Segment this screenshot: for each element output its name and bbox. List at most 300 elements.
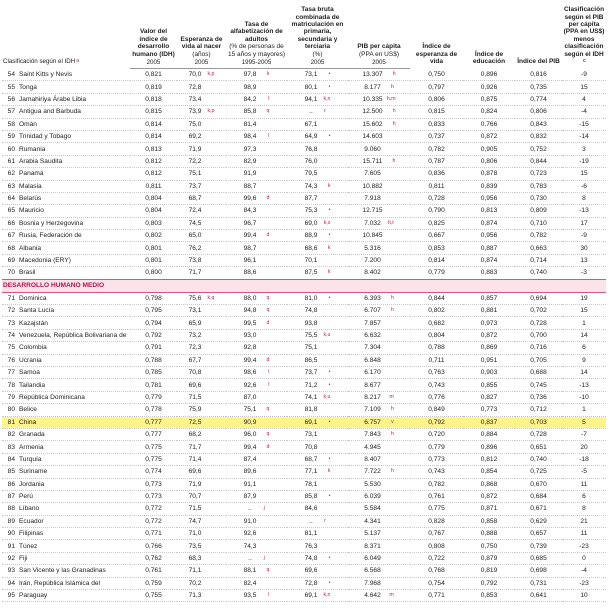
table-row <box>2 528 606 540</box>
cl-cell-value: 15 <box>580 307 588 315</box>
pib-cell <box>348 540 410 552</box>
ip-cell <box>515 267 562 279</box>
ied-cell <box>463 217 515 229</box>
mat-cell <box>287 379 348 391</box>
esp-cell <box>177 540 226 552</box>
country-name: Perú <box>19 493 33 501</box>
esp-cell-value: 70,0 <box>188 71 202 79</box>
table-row <box>2 342 606 354</box>
cl-cell <box>562 490 606 502</box>
pib-cell-footnote: h <box>390 294 394 301</box>
alf-cell <box>226 205 287 217</box>
table-row <box>2 69 606 81</box>
pib-cell <box>348 490 410 502</box>
ie-cell <box>410 130 463 142</box>
pib-cell-footnote: h <box>390 83 394 90</box>
ied-cell <box>463 180 515 192</box>
country-name: Bosnia y Herzegovina <box>19 219 84 227</box>
cl-cell-value: 14 <box>580 332 588 339</box>
alf-cell <box>226 404 287 416</box>
ip-cell <box>515 354 562 366</box>
ied-cell-value: 0,883 <box>480 269 498 277</box>
mat-cell-footnote: r <box>324 517 326 524</box>
ip-cell-value: 0,663 <box>530 244 547 252</box>
mat-cell <box>287 81 348 93</box>
pib-year: 2005 <box>348 58 410 69</box>
idh-cell <box>130 242 177 254</box>
mat-cell-value: 78,1 <box>304 480 318 488</box>
cl-cell-value: -23 <box>579 542 589 550</box>
mat-cell-value: 69,1 <box>304 592 318 600</box>
ip-cell-value: 0,694 <box>530 294 547 302</box>
pib-cell <box>348 379 410 391</box>
esp-cell-value: 73,5 <box>188 542 202 550</box>
ip-cell-value: 0,730 <box>530 195 547 203</box>
pib-cell <box>348 441 410 453</box>
pib-cell <box>348 552 410 564</box>
ip-cell <box>515 515 562 527</box>
ie-cell <box>410 168 463 180</box>
pib-cell-value: 7.304 <box>364 344 381 352</box>
table-row <box>2 305 606 317</box>
ip-cell <box>515 441 562 453</box>
idh-cell-value: 0,779 <box>145 393 162 401</box>
ip-cell-value: 0,809 <box>530 207 547 215</box>
idh-cell <box>130 143 177 155</box>
ie-cell-value: 0,808 <box>428 542 445 550</box>
alf-cell <box>226 106 287 118</box>
pib-cell-value: 5.316 <box>364 244 381 252</box>
ied-cell <box>463 292 515 304</box>
rank-value: 77 <box>7 369 15 377</box>
mat-cell-value: 75,1 <box>304 344 318 352</box>
ip-cell-value: 0,740 <box>530 455 547 463</box>
ip-cell-value: 0,745 <box>530 381 547 389</box>
cl-cell <box>562 466 606 478</box>
cl-cell-value: 8 <box>582 505 586 513</box>
mat-cell-value: 68,7 <box>304 455 318 463</box>
esp-cell-value: 71,5 <box>188 505 202 513</box>
table-row <box>2 93 606 105</box>
mat-cell <box>287 155 348 167</box>
alf-cell-value: 88,1 <box>243 567 257 575</box>
ied-cell <box>463 155 515 167</box>
ied-cell-value: 0,871 <box>480 505 498 513</box>
ie-cell <box>410 267 463 279</box>
esp-cell-value: 73,4 <box>188 95 202 103</box>
country-cell <box>2 503 130 515</box>
esp-cell <box>177 305 226 317</box>
country-name: Ecuador <box>19 517 44 525</box>
cl-cell-value: 30 <box>580 244 588 252</box>
idh-cell <box>130 490 177 502</box>
ip-cell-value: 0,832 <box>530 133 547 141</box>
esp-cell <box>177 478 226 490</box>
esp-cell-value: 70,7 <box>188 493 202 501</box>
ied-cell <box>463 342 515 354</box>
esp-cell <box>177 490 226 502</box>
pib-cell <box>348 428 410 440</box>
alf-cell-value: 82,4 <box>243 579 257 587</box>
country-cell <box>2 466 130 478</box>
idh-cell-value: 0,812 <box>145 170 162 178</box>
ie-cell <box>410 528 463 540</box>
idh-column-header <box>130 0 177 58</box>
ip-cell <box>515 540 562 552</box>
ie-cell-value: 0,728 <box>428 195 445 203</box>
country-cell <box>2 577 130 589</box>
country-name: República Dominicana <box>19 393 85 401</box>
esp-cell-footnote: k,p <box>207 108 215 115</box>
ie-cell <box>410 329 463 341</box>
ied-cell-value: 0,887 <box>480 244 498 252</box>
esp-cell <box>177 552 226 564</box>
esp-cell <box>177 503 226 515</box>
ied-cell-value: 0,896 <box>480 443 498 451</box>
esp-cell <box>177 441 226 453</box>
pib-cell-value: 6.632 <box>364 332 381 339</box>
rank-value: 59 <box>7 133 15 141</box>
ie-cell-value: 0,853 <box>428 244 445 252</box>
alf-cell <box>226 515 287 527</box>
alf-cell-footnote: q <box>266 307 270 314</box>
ip-cell-value: 0,716 <box>530 344 547 352</box>
pib-cell <box>348 577 410 589</box>
table-row <box>2 230 606 242</box>
alf-cell-value: 93,0 <box>243 332 257 339</box>
pib-cell <box>348 404 410 416</box>
cl-cell <box>562 441 606 453</box>
idh-cell <box>130 342 177 354</box>
mat-cell-value: 81,8 <box>304 406 318 414</box>
country-cell <box>2 242 130 254</box>
alf-cell-value: .. <box>248 505 252 513</box>
ie-cell <box>410 540 463 552</box>
ip-cell <box>515 577 562 589</box>
ied-cell-value: 0,951 <box>480 356 498 364</box>
ie-cell-value: 0,761 <box>428 493 445 501</box>
ied-cell <box>463 81 515 93</box>
ie-cell-value: 0,667 <box>428 232 445 240</box>
ie-cell-value: 0,763 <box>428 369 445 377</box>
ied-cell-value: 0,868 <box>480 480 498 488</box>
alf-cell-value: 99,5 <box>243 319 257 327</box>
esp-cell-value: 73,9 <box>188 108 202 116</box>
pib-cell-footnote: h <box>390 431 394 438</box>
ip-cell-value: 0,735 <box>530 83 547 91</box>
pib-header-text: PIB per cápita <box>357 43 401 51</box>
ip-cell <box>515 329 562 341</box>
cl-cell-value: 4 <box>582 95 586 103</box>
mat-cell <box>287 118 348 130</box>
ie-cell-value: 0,804 <box>428 332 445 339</box>
cl-cell-value: -13 <box>579 207 589 215</box>
alf-cell-value: 98,4 <box>243 133 257 141</box>
alf-cell-footnote: l <box>268 369 270 376</box>
ie-cell-value: 0,775 <box>428 505 445 513</box>
ied-cell-value: 0,766 <box>480 120 498 128</box>
ied-cell-value: 0,874 <box>480 219 498 227</box>
esp-cell-value: 72,8 <box>188 83 202 91</box>
cl-cell <box>562 93 606 105</box>
rank-column-header <box>2 0 130 69</box>
ied-cell-value: 0,855 <box>480 381 498 389</box>
alf-year: 1995-2005 <box>226 58 287 69</box>
ie-cell <box>410 515 463 527</box>
ied-cell <box>463 366 515 378</box>
mat-cell-value: 81,1 <box>304 530 318 538</box>
pib-header-unit: (PPA en US$) <box>359 50 399 58</box>
alf-cell <box>226 490 287 502</box>
pib-cell-value: 10.882 <box>362 182 383 190</box>
esp-cell-value: 71,4 <box>188 455 202 463</box>
table-row <box>2 466 606 478</box>
ie-cell <box>410 217 463 229</box>
mat-cell-footnote: k,s <box>323 219 331 226</box>
country-cell <box>2 379 130 391</box>
pib-cell-value: 7.968 <box>364 579 381 587</box>
esp-cell <box>177 192 226 204</box>
mat-cell-value: 84,6 <box>304 505 318 513</box>
pib-cell <box>348 242 410 254</box>
mat-cell <box>287 416 348 428</box>
cl-cell-value: -5 <box>581 468 587 476</box>
esp-cell <box>177 342 226 354</box>
ied-cell <box>463 416 515 428</box>
ip-cell <box>515 118 562 130</box>
alf-cell <box>226 118 287 130</box>
country-name: Paraguay <box>19 592 48 600</box>
mat-cell-value: 79,5 <box>304 170 318 178</box>
cl-cell <box>562 329 606 341</box>
idh-cell-value: 0,804 <box>145 195 162 203</box>
mat-cell <box>287 205 348 217</box>
esp-cell-value: 65,0 <box>188 232 202 240</box>
ip-cell <box>515 466 562 478</box>
alf-header-text: Tasa de alfabetización de adultos <box>230 20 283 43</box>
alf-header-unit: (% de personas de 15 años y mayores) <box>227 43 286 58</box>
ied-cell <box>463 230 515 242</box>
esp-cell-value: 73,1 <box>188 307 202 315</box>
ie-cell <box>410 292 463 304</box>
mat-cell-value: 77,1 <box>304 468 318 476</box>
country-cell <box>2 317 130 329</box>
ip-cell-value: 0,728 <box>530 319 547 327</box>
country-name: Jamahiriya Árabe Libia <box>19 95 87 103</box>
cl-cell-value: -23 <box>579 579 589 587</box>
mat-cell <box>287 329 348 341</box>
alf-cell <box>226 590 287 602</box>
esp-cell-value: 75,9 <box>188 406 202 414</box>
idh-cell-value: 0,792 <box>145 332 162 339</box>
alf-cell-value: 88,7 <box>243 182 257 190</box>
alf-cell <box>226 342 287 354</box>
rank-value: 66 <box>7 219 15 227</box>
esp-cell-value: 73,2 <box>188 332 202 339</box>
country-cell <box>2 267 130 279</box>
esp-year: 2005 <box>177 58 226 69</box>
table-row <box>2 81 606 93</box>
ip-cell-value: 0,806 <box>530 108 547 116</box>
ied-cell-value: 0,813 <box>480 207 498 215</box>
cl-cell-value: -9 <box>581 232 587 240</box>
ip-cell <box>515 379 562 391</box>
idh-cell <box>130 565 177 577</box>
mat-cell <box>287 354 348 366</box>
esp-cell <box>177 143 226 155</box>
ie-cell-value: 0,787 <box>428 157 445 165</box>
country-name: Venezuela, República Bolivariana de <box>19 332 127 339</box>
alf-cell <box>226 254 287 266</box>
esp-cell <box>177 391 226 403</box>
rank-value: 94 <box>7 579 15 587</box>
ip-cell-value: 0,671 <box>530 505 547 513</box>
pib-cell-value: 7.200 <box>364 257 381 265</box>
esp-cell-value: 71,3 <box>188 592 202 600</box>
alf-cell-value: 84,3 <box>243 207 257 215</box>
table-row <box>2 577 606 589</box>
pib-cell <box>348 81 410 93</box>
ie-cell-value: 0,782 <box>428 145 445 153</box>
esp-cell-value: 75,6 <box>188 294 202 302</box>
country-cell <box>2 478 130 490</box>
ie-cell <box>410 118 463 130</box>
alf-cell <box>226 81 287 93</box>
mat-cell <box>287 106 348 118</box>
alf-cell-value: 96,7 <box>243 219 257 227</box>
ip-cell <box>515 106 562 118</box>
cl-cell <box>562 366 606 378</box>
ied-cell <box>463 466 515 478</box>
ie-cell <box>410 490 463 502</box>
alf-cell-value: 98,9 <box>243 83 257 91</box>
idh-cell <box>130 379 177 391</box>
mat-cell <box>287 143 348 155</box>
esp-cell <box>177 515 226 527</box>
mat-cell <box>287 317 348 329</box>
ip-cell <box>515 130 562 142</box>
cl-cell <box>562 354 606 366</box>
mat-cell <box>287 552 348 564</box>
idh-cell <box>130 292 177 304</box>
ie-cell <box>410 391 463 403</box>
ie-cell-value: 0,811 <box>428 182 445 190</box>
rank-value: 60 <box>7 145 15 153</box>
pib-cell-value: 7.722 <box>364 468 381 476</box>
ied-cell <box>463 130 515 142</box>
idh-cell <box>130 81 177 93</box>
ied-cell <box>463 453 515 465</box>
alf-cell <box>226 329 287 341</box>
alf-cell <box>226 552 287 564</box>
pib-cell-footnote: h <box>390 307 394 314</box>
idh-cell-value: 0,771 <box>145 530 162 538</box>
idh-cell-value: 0,818 <box>145 95 162 103</box>
mat-cell-value: 73,7 <box>304 369 318 377</box>
idh-cell-value: 0,778 <box>145 406 162 414</box>
ip-cell-value: 0,685 <box>530 555 547 563</box>
country-name: Suriname <box>19 468 48 476</box>
esp-cell <box>177 317 226 329</box>
mat-cell-value: 86,5 <box>304 356 318 364</box>
country-cell <box>2 192 130 204</box>
ied-cell-value: 0,905 <box>480 145 498 153</box>
alf-cell-value: 91,1 <box>243 480 257 488</box>
ied-cell <box>463 478 515 490</box>
country-cell <box>2 441 130 453</box>
mat-cell-value: 74,8 <box>304 555 318 563</box>
ip-cell-value: 0,783 <box>530 182 547 190</box>
idh-cell-value: 0,801 <box>145 257 162 265</box>
country-cell <box>2 305 130 317</box>
alf-cell-footnote: j <box>263 555 265 562</box>
esp-cell-value: 74,5 <box>188 219 202 227</box>
alf-cell-footnote: q <box>266 406 270 413</box>
ie-cell <box>410 192 463 204</box>
ip-cell <box>515 366 562 378</box>
ie-cell <box>410 416 463 428</box>
pib-cell <box>348 528 410 540</box>
idh-cell <box>130 354 177 366</box>
pib-cell-value: 6.848 <box>364 356 381 364</box>
cl-cell <box>562 515 606 527</box>
mat-cell-value: 88,9 <box>304 232 318 240</box>
mat-header-text: Tasa bruta combinada de matriculación en primaria, secundaria y terciaria <box>291 6 344 51</box>
ied-cell-value: 0,879 <box>480 555 498 563</box>
country-cell <box>2 428 130 440</box>
cl-cell-value: -10 <box>579 393 589 401</box>
country-name: Albania <box>19 244 41 252</box>
pib-cell <box>348 366 410 378</box>
cl-cell-value: 11 <box>580 530 588 538</box>
alf-cell <box>226 317 287 329</box>
ip-cell <box>515 428 562 440</box>
mat-cell-value: 73,1 <box>304 71 318 79</box>
country-name: Saint Kitts y Nevis <box>19 70 73 78</box>
idh-cell-value: 0,766 <box>145 542 162 550</box>
country-cell <box>2 205 130 217</box>
pib-cell <box>348 305 410 317</box>
pib-cell-value: 6.393 <box>364 294 381 302</box>
pib-cell-value: 4.945 <box>364 443 381 451</box>
mat-cell <box>287 230 348 242</box>
alf-cell-footnote: d <box>266 356 270 363</box>
ip-cell <box>515 305 562 317</box>
cl-cell <box>562 416 606 428</box>
ied-cell <box>463 168 515 180</box>
rank-value: 75 <box>7 344 15 352</box>
mat-cell-footnote: • <box>328 493 331 500</box>
ied-cell <box>463 93 515 105</box>
ied-cell <box>463 590 515 602</box>
rank-value: 73 <box>7 319 15 327</box>
ie-cell <box>410 577 463 589</box>
ied-cell-value: 0,750 <box>480 542 498 550</box>
ied-cell-value: 0,812 <box>480 455 498 463</box>
ie-cell <box>410 503 463 515</box>
ied-cell-value: 0,881 <box>480 307 498 315</box>
cl-cell-value: 3 <box>582 145 586 153</box>
table-row <box>2 366 606 378</box>
ie-cell-value: 0,779 <box>428 443 445 451</box>
esp-cell-value: 68,7 <box>188 195 202 203</box>
idh-cell-value: 0,804 <box>145 207 162 215</box>
idh-header-text: Valor del índice de desarrollo humano (IDH) <box>132 28 175 58</box>
ied-cell <box>463 106 515 118</box>
cl-cell-value: -19 <box>579 157 589 165</box>
idh-cell <box>130 552 177 564</box>
pib-cell-value: 6.049 <box>364 555 381 563</box>
